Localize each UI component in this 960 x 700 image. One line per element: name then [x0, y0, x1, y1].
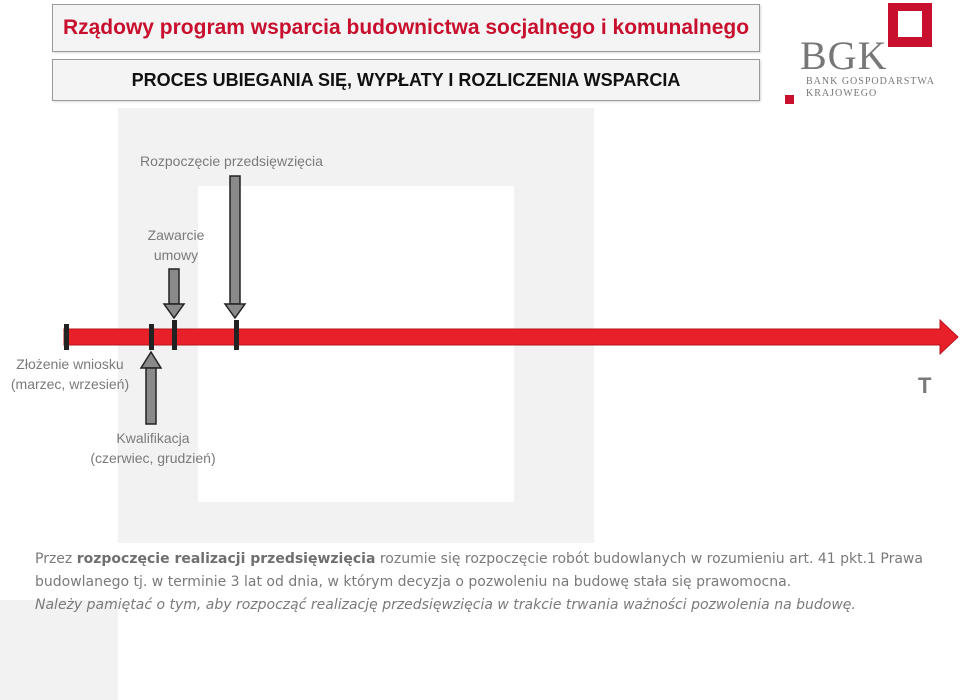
- label-qualification: Kwalifikacja (czerwiec, grudzień): [90, 430, 216, 466]
- label-project-start: Rozpoczęcie przedsięwzięcia: [140, 153, 323, 169]
- timeline-arrow: [64, 320, 958, 354]
- tick-qualification: [149, 324, 154, 350]
- label-contract: Zawarcie umowy: [147, 227, 205, 263]
- logo-text-line2: KRAJOWEGO: [806, 88, 878, 99]
- tick-contract: [172, 320, 177, 350]
- arrow-start-icon: [225, 176, 245, 318]
- note-bold-term: rozpoczęcie realizacji przedsięwzięcia: [76, 551, 376, 567]
- time-axis-label: T: [918, 373, 932, 398]
- page-subtitle: PROCES UBIEGANIA SIĘ, WYPŁATY I ROZLICZENIA WSPARCIA: [131, 69, 681, 90]
- arrow-contract-icon: [164, 269, 184, 318]
- explanation-note: Przez rozpoczęcie realizacji przedsięwzięcia rozumie się rozpoczęcie robót budowlanych w rozumieniu art. 41 pkt.1 Prawa budowlanego tj. w terminie 3 lat od dnia, w którym decyzja o pozwoleniu na budowę stała się prawomocna. Należy pamiętać o tym, aby rozpocząć realizację przedsięwzięcia w trakcie trwania ważności pozwolenia na budowę.: [35, 548, 955, 617]
- note-italic-reminder: Należy pamiętać o tym, aby rozpocząć realizację przedsięwzięcia w trakcie trwania ważności pozwolenia na budowę.: [35, 597, 856, 613]
- tick-application: [64, 324, 69, 350]
- tick-start: [234, 320, 239, 350]
- page-title: Rządowy program wsparcia budownictwa socjalnego i komunalnego: [62, 16, 750, 39]
- label-application: Złożenie wniosku (marzec, wrzesień): [10, 356, 130, 392]
- logo-text-line1: BANK GOSPODARSTWA: [806, 76, 935, 87]
- arrow-qualification-icon: [141, 352, 161, 424]
- logo-letters: BGK: [800, 33, 888, 78]
